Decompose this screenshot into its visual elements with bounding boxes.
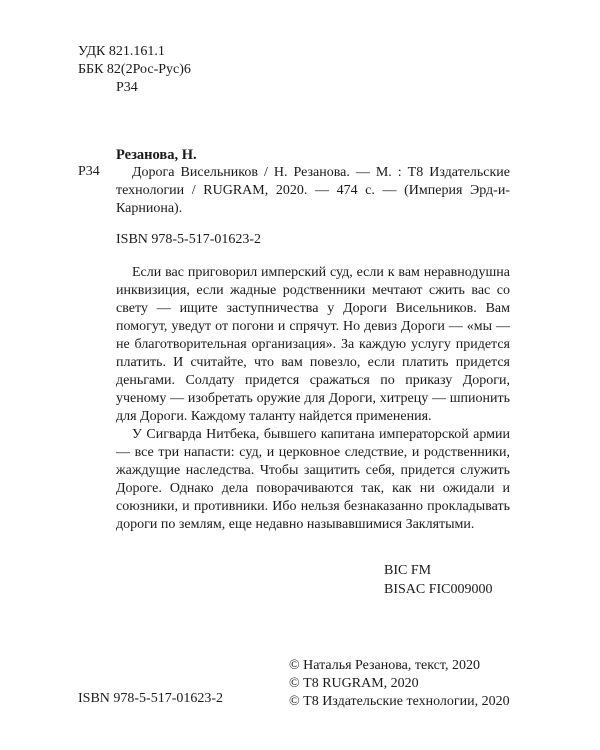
bic-code: BIC FM	[384, 563, 432, 578]
copyright-line: © Т8 RUGRAM, 2020	[289, 676, 419, 691]
subject-codes	[384, 561, 493, 599]
bisac-code: BISAC FIC009000	[384, 582, 493, 597]
copyright-line: © Т8 Издательские технологии, 2020	[289, 694, 510, 709]
bibliographic-description: Дорога Висельников / Н. Резанова. — М. : Т8 Издательские технологии / RUGRAM, 2020. — 474 с. — (Империя Эрд-и-Карниона).	[116, 165, 510, 216]
udk-code: УДК 821.161.1	[78, 44, 165, 59]
annotation-paragraph: У Сигварда Нитбека, бывшего капитана императорской армии — все три напасти: суд, и церковное следствие, и родственники, жаждущие наследства. Чтобы защитить себя, придется служить Дороге. Однако дела поворачиваются так, как ни ожидали и союзники, и противники. Ибо нельзя безнаказанно прокладывать дороги по землям, еще недавно называвшимися Заклятыми.	[116, 427, 510, 532]
author-sign-entry: Р34	[78, 164, 100, 179]
copyright-line: © Наталья Резанова, текст, 2020	[289, 658, 480, 673]
annotation	[116, 264, 510, 534]
isbn-footer: ISBN 978-5-517-01623-2	[78, 691, 224, 706]
isbn-entry: ISBN 978-5-517-01623-2	[116, 232, 262, 247]
bbk-code: ББК 82(2Рос-Рус)6	[78, 62, 191, 77]
author-sign: Р34	[116, 80, 138, 95]
copyright-notices	[289, 657, 510, 711]
annotation-paragraph: Если вас приговорил имперский суд, если к вам неравнодушна инквизиция, если жадные родственники мечтают сжить вас со свету — ищите заступничества у Дороги Висельников. Вам помогут, уведут от погони и спрячут. Но девиз Дороги — «мы — не благотворительная организация». За каждую услугу придется платить. И считайте, что вам повезло, если платить придется деньгами. Солдату придется сражаться по приказу Дороги, ученому — изобретать оружие для Дороги, хитрецу — шпионить для Дороги. Каждому таланту найдется применения.	[116, 265, 510, 424]
author-name: Резанова, Н.	[116, 147, 197, 163]
